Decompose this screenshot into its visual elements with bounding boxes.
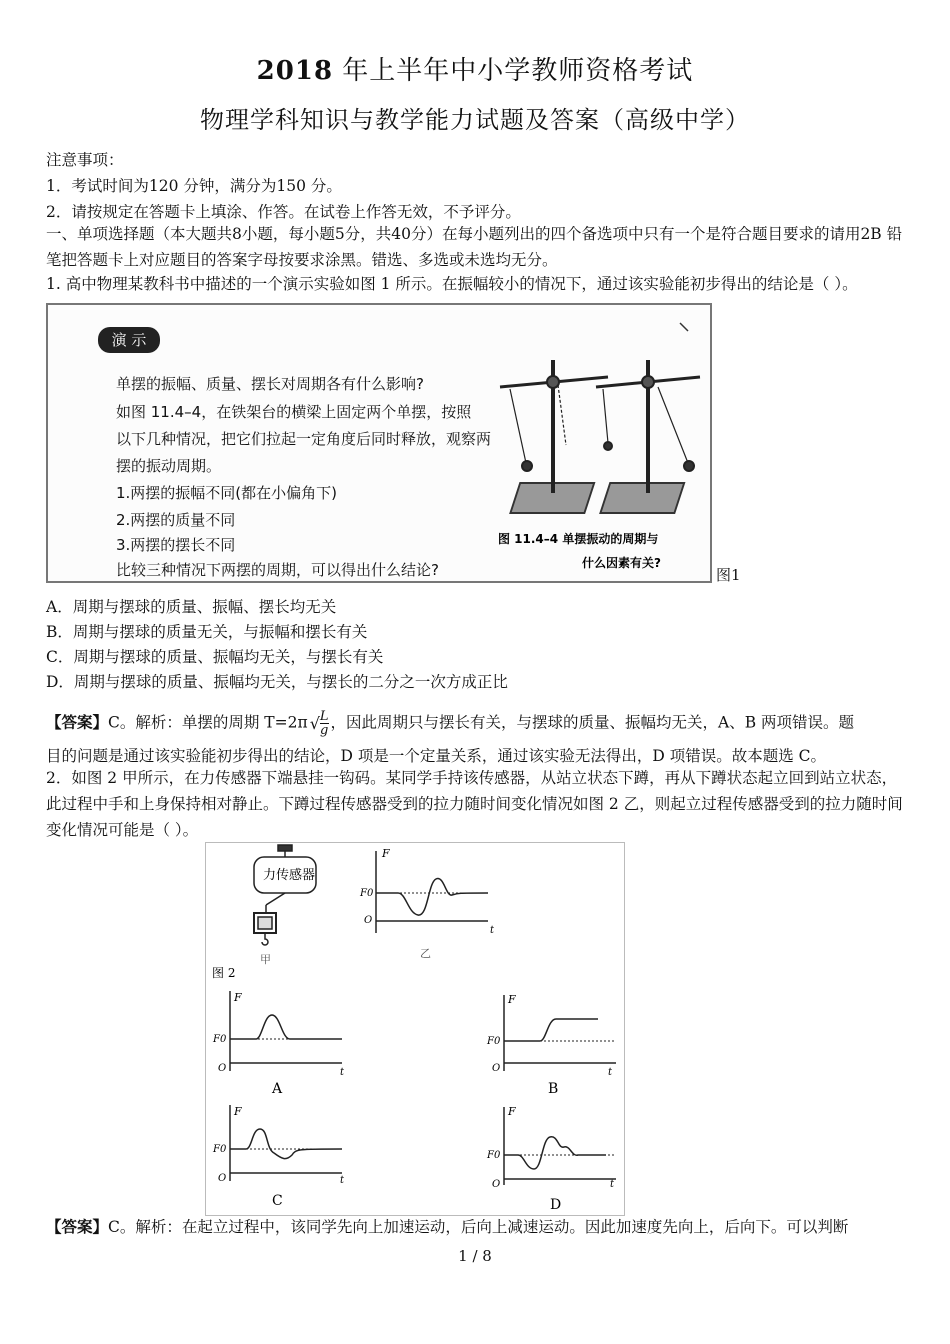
axis-f0: F0 <box>213 1144 227 1155</box>
notice-heading: 注意事项： <box>46 151 124 169</box>
label-jia: 甲 <box>260 953 271 966</box>
fraction-denominator: g <box>320 723 329 738</box>
axis-f0: F0 <box>213 1034 227 1045</box>
axis-t: t <box>608 1067 613 1078</box>
graph-d <box>504 1107 616 1185</box>
axis-f: F <box>508 993 516 1006</box>
axis-t: t <box>490 925 495 936</box>
figure-2-canvas <box>206 843 624 1215</box>
page-number: 1 / 8 <box>458 1247 492 1265</box>
axis-f: F <box>508 1105 516 1118</box>
figure-1-line: 2.两摆的质量不同 <box>116 511 236 529</box>
axis-t: t <box>340 1067 345 1078</box>
figure-1-line: 摆的振动周期。 <box>116 457 222 475</box>
figure-1-line: 1.两摆的振幅不同(都在小偏角下) <box>116 484 338 502</box>
section-intro: 一、单项选择题（本大题共8小题，每小题5分，共40分）在每小题列出的四个备选项中只有一个是符合题目要求的请用2B 铅笔把答题卡上对应题目的答案字母按要求涂黑。错选、多选或未选均无分。 <box>46 225 903 269</box>
figure-1-label: 图1 <box>716 566 741 584</box>
pendulum-stand-right <box>596 360 700 513</box>
axis-f0: F0 <box>487 1150 501 1161</box>
demo-badge-text: 演 示 <box>111 331 147 349</box>
figure-1-caption: 什么因素有关? <box>582 556 661 570</box>
title-year: 2018 <box>256 56 334 86</box>
notice-item-2: 2．请按规定在答题卡上填涂、作答。在试卷上作答无效，不予评分。 <box>46 203 521 221</box>
graph-b <box>504 995 616 1071</box>
figure-1-line: 以下几种情况，把它们拉起一定角度后同时释放，观察两 <box>116 430 492 448</box>
figure-1-line: 3.两摆的摆长不同 <box>116 536 236 554</box>
graph-c <box>230 1105 342 1181</box>
graph-label-c: C <box>272 1193 283 1209</box>
figure-2 <box>205 842 625 1216</box>
answer-tag: 【答案】 <box>46 712 109 732</box>
graph-label-b: B <box>548 1081 559 1097</box>
axis-t: t <box>340 1175 345 1186</box>
answer-text: ，因此周期只与摆长有关，与摆球的质量、振幅均无关，A、B 两项错误。题 <box>330 713 855 732</box>
axis-o: O <box>218 1173 227 1184</box>
figure-2-label: 图 2 <box>212 966 236 980</box>
title-text: 年上半年中小学教师资格考试 <box>333 56 694 86</box>
axis-f0: F0 <box>360 888 374 899</box>
axis-o: O <box>492 1063 501 1074</box>
axis-t: t <box>610 1179 615 1190</box>
graph-label-d: D <box>550 1197 562 1213</box>
figure-1-caption: 图 11.4–4 单摆振动的周期与 <box>498 532 659 546</box>
q1-stem: 1. 高中物理某教科书中描述的一个演示实验如图 1 所示。在振幅较小的情况下，通过该实验能初步得出的结论是（ ）。 <box>46 275 858 293</box>
figure-1 <box>46 303 712 583</box>
q2-answer <box>46 1217 848 1237</box>
document-subtitle: 物理学科知识与教学能力试题及答案（高级中学） <box>200 106 750 134</box>
axis-o: O <box>218 1063 227 1074</box>
answer-text: C。解析：在起立过程中，该同学先向上加速运动，后向上减速运动。因此加速度先向上，后向下。可以判断 <box>108 1218 849 1236</box>
figure-1-line: 如图 11.4–4，在铁架台的横梁上固定两个单摆，按照 <box>116 403 472 421</box>
label-yi: 乙 <box>420 947 431 960</box>
axis-f: F <box>234 991 242 1004</box>
graph-yi <box>376 851 488 933</box>
graph-a <box>230 991 342 1071</box>
figure-1-line: 单摆的振幅、质量、摆长对周期各有什么影响? <box>116 375 424 393</box>
figure-1-canvas <box>48 305 710 581</box>
fraction-numerator: L <box>319 709 329 724</box>
q2-stem: 2．如图 2 甲所示，在力传感器下端悬挂一钩码。某同学手持该传感器，从站立状态下蹲，再从下蹲状态起立回到站立状态，此过程中手和上身保持相对静止。下蹲过程传感器受到的拉力随时间变化情况如图 2 乙，则起立过程传感器受到的拉力随时间变化情况可能是（ ）。 <box>46 769 903 839</box>
document-title <box>0 50 950 87</box>
q1-answer-line-2: 目的问题是通过该实验能初步得出的结论，D 项是一个定量关系，通过该实验无法得出，D 项错误。故本题选 C。 <box>46 747 826 765</box>
graph-label-a: A <box>272 1081 283 1097</box>
q1-option-a: A．周期与摆球的质量、振幅、摆长均无关 <box>46 598 337 616</box>
answer-text: C。解析：单摆的周期 T=2π <box>108 713 308 732</box>
q1-option-d: D．周期与摆球的质量、振幅均无关，与摆长的二分之一次方成正比 <box>46 673 508 691</box>
axis-o: O <box>364 915 373 926</box>
answer-tag: 【答案】 <box>46 1217 109 1236</box>
q1-answer-line-1 <box>46 710 854 737</box>
sensor-label: 力传感器 <box>263 868 316 883</box>
notice-item-1: 1．考试时间为120 分钟，满分为150 分。 <box>46 177 342 195</box>
pendulum-stand-left <box>500 360 608 513</box>
axis-f: F <box>382 847 390 860</box>
q1-option-b: B．周期与摆球的质量无关，与振幅和摆长有关 <box>46 623 368 641</box>
axis-f: F <box>234 1105 242 1118</box>
sqrt-fraction: √ $\frac{L}{g}$ <box>309 709 329 738</box>
q1-option-c: C．周期与摆球的质量、振幅均无关，与摆长有关 <box>46 648 384 666</box>
axis-f0: F0 <box>487 1036 501 1047</box>
force-sensor <box>254 845 316 945</box>
figure-1-line: 比较三种情况下两摆的周期，可以得出什么结论? <box>116 561 439 579</box>
axis-o: O <box>492 1179 501 1190</box>
